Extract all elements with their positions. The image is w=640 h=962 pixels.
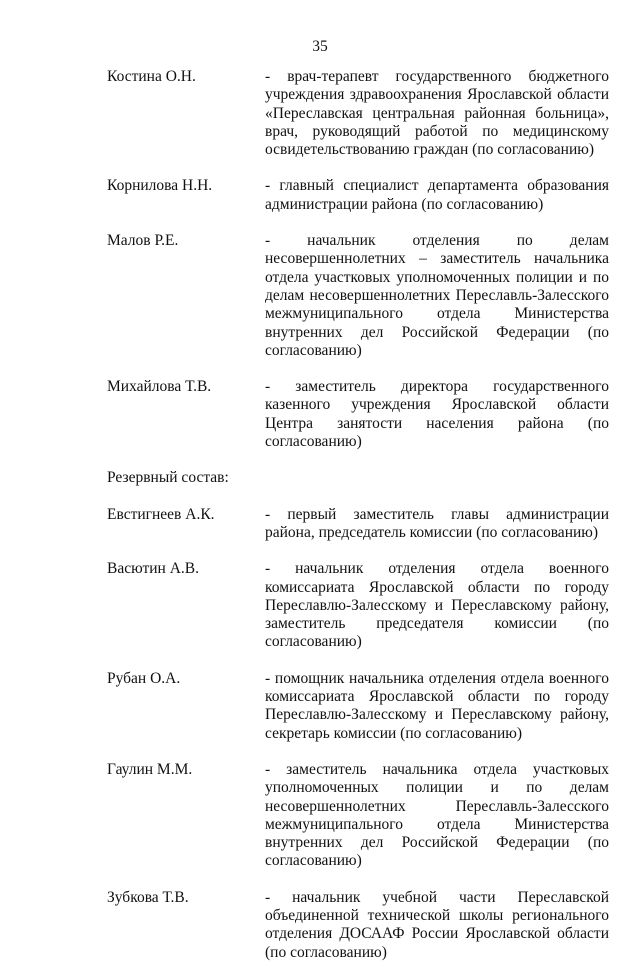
member-entry [107, 378, 609, 451]
member-entry [107, 68, 609, 159]
member-entry [107, 560, 609, 651]
reserve-heading: Резервный состав: [107, 469, 229, 487]
member-name: Михайлова Т.В. [107, 378, 212, 396]
member-position: - помощник начальника отделения отдела военного комиссариата Ярославской области по городу Переславлю-Залесскому и Переславскому району, секретарь комиссии (по согласованию) [265, 669, 609, 742]
committee-list [107, 68, 609, 962]
page-number: 35 [312, 38, 328, 55]
member-position: - начальник учебной части Переславской объединенной технической школы регионального отделения ДОСААФ России Ярославской области (по согласованию) [265, 888, 609, 961]
member-entry [107, 177, 609, 214]
member-name: Зубкова Т.В. [107, 888, 189, 906]
member-position: - начальник отделения отдела военного комиссариата Ярославской области по городу Переславлю-Залесскому и Переславскому району, заместитель председателя комиссии (по согласованию) [265, 560, 609, 651]
member-name: Евстигнеев А.К. [107, 505, 215, 523]
member-name: Гаулин М.М. [107, 760, 193, 778]
member-entry [107, 232, 609, 360]
member-name: Рубан О.А. [107, 669, 181, 687]
member-name: Васютин А.В. [107, 560, 199, 578]
member-position: - первый заместитель главы администрации района, председатель комиссии (по согласованию) [265, 505, 609, 541]
member-position: - главный специалист департамента образования администрации района (по согласованию) [265, 177, 609, 213]
member-name: Малов Р.Е. [107, 232, 179, 250]
member-entry [107, 761, 609, 871]
member-position: - врач-терапевт государственного бюджетного учреждения здравоохранения Ярославской области «Переславская центральная районная больница», врач, руководящий работой по медицинскому освидетельствованию граждан (по согласованию) [265, 68, 609, 159]
member-position: - начальник отделения по делам несовершеннолетних – заместитель начальника отдела участковых уполномоченных полиции и по делам несовершеннолетних Переславль-Залесского межмуниципального отдела Министерства внутренних дел Российской Федерации (по согласованию) [265, 232, 609, 359]
member-entry [107, 506, 609, 543]
member-entry [107, 889, 609, 962]
member-name: Корнилова Н.Н. [107, 177, 213, 195]
member-position: - заместитель директора государственного казенного учреждения Ярославской области Центра занятости населения района (по согласованию) [265, 378, 609, 451]
member-name: Костина О.Н. [107, 68, 196, 85]
member-position: - заместитель начальника отдела участковых уполномоченных полиции и по делам несовершеннолетних Переславль-Залесского межмуниципального отдела Министерства внутренних дел Российской Федерации (по согласованию) [265, 760, 609, 870]
member-entry [107, 670, 609, 743]
